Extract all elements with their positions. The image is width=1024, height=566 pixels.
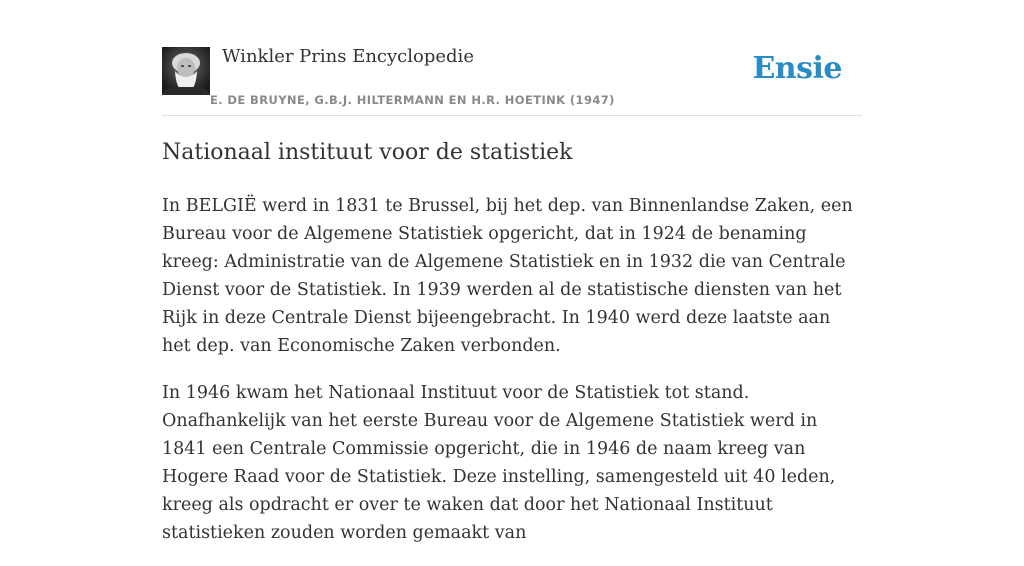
article-paragraph: In BELGIË werd in 1831 te Brussel, bij het dep. van Binnenlandse Zaken, een Bureau voor de Algemene Statistiek opgericht, dat in 1924 de benaming kreeg: Administratie van de Algemene Statistiek en in 1932 die van Centrale Dienst voor de Statistiek. In 1939 werden al de statistische diensten van het Rijk in deze Centrale Dienst bijeengebracht. In 1940 werd deze laatste aan het dep. van Economische Zaken verbonden. <box>162 196 853 356</box>
article-paragraph: In 1946 kwam het Nationaal Instituut voor de Statistiek tot stand. Onafhankelijk van het eerste Bureau voor de Algemene Statistiek werd in 1841 een Centrale Commissie opgericht, die in 1946 de naam kreeg van Hogere Raad voor de Statistiek. Deze instelling, samengesteld uit 40 leden, kreeg als opdracht er over te waken dat door het Nationaal Instituut statistieken zouden worden gemaakt van <box>162 383 836 543</box>
author-avatar <box>162 47 210 95</box>
brand-logo[interactable]: Ensie <box>752 51 842 86</box>
author-portrait-icon <box>162 47 210 95</box>
header-divider <box>162 115 862 116</box>
authors-byline: E. DE BRUYNE, G.B.J. HILTERMANN EN H.R. HOETINK (1947) <box>210 93 615 107</box>
article-title: Nationaal instituut voor de statistiek <box>162 140 573 165</box>
encyclopedia-title[interactable]: Winkler Prins Encyclopedie <box>222 46 474 67</box>
article-body <box>162 192 862 566</box>
